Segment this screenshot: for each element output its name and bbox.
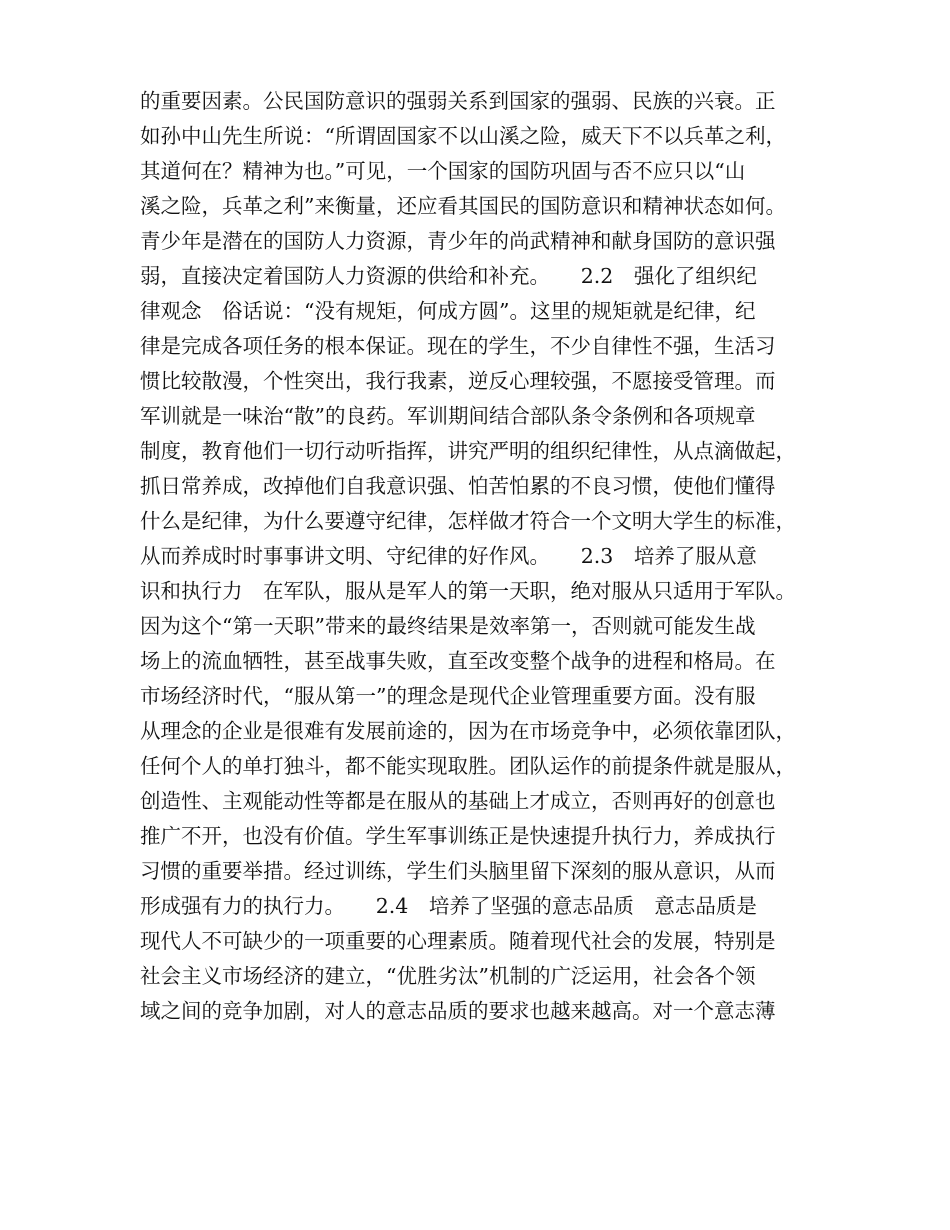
text-line: 的重要因素。公民国防意识的强弱关系到国家的强弱、民族的兴衰。正 <box>140 89 776 113</box>
text-line: 弱，直接决定着国防人力资源的供给和补充。 2.2 强化了组织纪 <box>140 264 757 288</box>
text-line: 青少年是潜在的国防人力资源，青少年的尚武精神和献身国防的意识强 <box>140 229 776 253</box>
text-line: 识和执行力 在军队，服从是军人的第一天职，绝对服从只适用于军队。 <box>140 579 796 603</box>
text-line: 惯比较散漫，个性突出，我行我素，逆反心理较强，不愿接受管理。而 <box>140 369 776 393</box>
text-line: 从而养成时时事事讲文明、守纪律的好作风。 2.3 培养了服从意 <box>140 544 757 568</box>
text-line: 其道何在？精神为也。”可见，一个国家的国防巩固与否不应只以“山 <box>140 159 746 183</box>
text-line: 从理念的企业是很难有发展前途的，因为在市场竞争中，必须依靠团队， <box>140 719 796 743</box>
text-line: 推广不开，也没有价值。学生军事训练正是快速提升执行力，养成执行 <box>140 824 776 848</box>
text-line: 抓日常养成，改掉他们自我意识强、怕苦怕累的不良习惯，使他们懂得 <box>140 474 776 498</box>
text-line: 任何个人的单打独斗，都不能实现取胜。团队运作的前提条件就是服从， <box>140 754 796 778</box>
text-line: 创造性、主观能动性等都是在服从的基础上才成立，否则再好的创意也 <box>140 789 776 813</box>
text-line: 习惯的重要举措。经过训练，学生们头脑里留下深刻的服从意识，从而 <box>140 859 776 883</box>
text-line: 域之间的竞争加剧，对人的意志品质的要求也越来越高。对一个意志薄 <box>140 999 776 1023</box>
text-line: 律观念 俗话说：“没有规矩，何成方圆”。这里的规矩就是纪律，纪 <box>140 299 756 323</box>
body-text <box>140 84 830 1029</box>
text-line: 什么是纪律，为什么要遵守纪律，怎样做才符合一个文明大学生的标准， <box>140 509 796 533</box>
text-line: 因为这个“第一天职”带来的最终结果是效率第一，否则就可能发生战 <box>140 614 756 638</box>
text-line: 形成强有力的执行力。 2.4 培养了坚强的意志品质 意志品质是 <box>140 894 757 918</box>
text-line: 社会主义市场经济的建立，“优胜劣汰”机制的广泛运用，社会各个领 <box>140 964 756 988</box>
text-line: 制度，教育他们一切行动听指挥，讲究严明的组织纪律性，从点滴做起， <box>140 439 796 463</box>
text-line: 如孙中山先生所说：“所谓固国家不以山溪之险，威天下不以兵革之利， <box>140 124 786 148</box>
text-line: 溪之险，兵革之利”来衡量，还应看其国民的国防意识和精神状态如何。 <box>140 194 786 218</box>
text-line: 现代人不可缺少的一项重要的心理素质。随着现代社会的发展，特别是 <box>140 929 776 953</box>
text-line: 场上的流血牺牲，甚至战事失败，直至改变整个战争的进程和格局。在 <box>140 649 776 673</box>
text-line: 军训就是一味治“散”的良药。军训期间结合部队条令条例和各项规章 <box>140 404 756 428</box>
text-line: 律是完成各项任务的根本保证。现在的学生，不少自律性不强，生活习 <box>140 334 776 358</box>
text-line: 市场经济时代，“服从第一”的理念是现代企业管理重要方面。没有服 <box>140 684 756 708</box>
